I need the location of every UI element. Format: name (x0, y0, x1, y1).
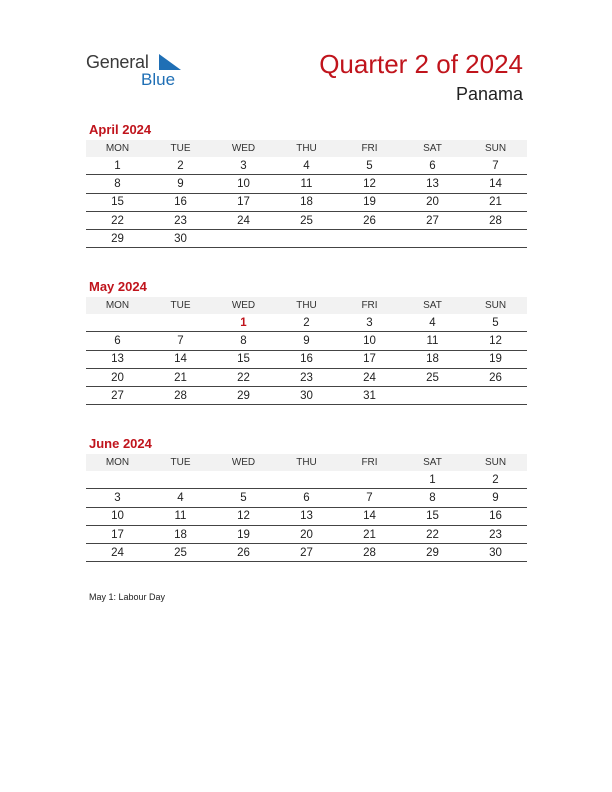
weekday-header: TUE (149, 140, 212, 157)
day-cell: 24 (212, 211, 275, 229)
day-cell (464, 387, 527, 405)
day-cell: 16 (275, 350, 338, 368)
week-row (86, 471, 527, 489)
day-cell: 18 (275, 193, 338, 211)
day-cell (401, 387, 464, 405)
week-row (86, 489, 527, 507)
day-cell: 14 (338, 507, 401, 525)
day-cell: 6 (401, 157, 464, 175)
week-row (86, 350, 527, 368)
day-cell: 30 (149, 230, 212, 248)
day-cell: 14 (464, 175, 527, 193)
weekday-header: SAT (401, 297, 464, 314)
week-row (86, 175, 527, 193)
logo-text-general: General (86, 52, 149, 72)
day-cell: 1 (401, 471, 464, 489)
page-title: Quarter 2 of 2024 (319, 49, 523, 79)
calendar-table (86, 140, 527, 248)
day-cell: 12 (464, 332, 527, 350)
day-cell: 14 (149, 350, 212, 368)
day-cell: 3 (86, 489, 149, 507)
day-cell: 30 (275, 387, 338, 405)
day-cell (86, 471, 149, 489)
day-cell: 12 (338, 175, 401, 193)
day-cell: 5 (464, 314, 527, 332)
day-cell: 10 (212, 175, 275, 193)
day-cell: 6 (86, 332, 149, 350)
day-cell: 25 (275, 211, 338, 229)
weekday-header: THU (275, 297, 338, 314)
weekday-header: FRI (338, 454, 401, 471)
day-cell: 22 (212, 368, 275, 386)
day-cell: 3 (338, 314, 401, 332)
day-cell (275, 471, 338, 489)
day-cell: 15 (212, 350, 275, 368)
day-cell: 22 (401, 525, 464, 543)
day-cell: 7 (464, 157, 527, 175)
day-cell: 5 (212, 489, 275, 507)
day-cell: 22 (86, 211, 149, 229)
weekday-header-row (86, 140, 527, 157)
day-cell: 1 (212, 314, 275, 332)
day-cell: 19 (212, 525, 275, 543)
day-cell: 26 (338, 211, 401, 229)
day-cell: 29 (86, 230, 149, 248)
day-cell: 10 (86, 507, 149, 525)
weekday-header: SUN (464, 140, 527, 157)
day-cell: 4 (401, 314, 464, 332)
weekday-header: WED (212, 454, 275, 471)
weekday-header: FRI (338, 297, 401, 314)
day-cell: 11 (149, 507, 212, 525)
weekday-header: TUE (149, 297, 212, 314)
day-cell: 23 (275, 368, 338, 386)
day-cell: 8 (86, 175, 149, 193)
day-cell: 24 (338, 368, 401, 386)
day-cell (275, 230, 338, 248)
day-cell: 21 (338, 525, 401, 543)
weekday-header: THU (275, 454, 338, 471)
day-cell (464, 230, 527, 248)
day-cell: 25 (401, 368, 464, 386)
day-cell (212, 230, 275, 248)
weekday-header-row (86, 454, 527, 471)
day-cell: 19 (464, 350, 527, 368)
day-cell (338, 471, 401, 489)
day-cell: 29 (401, 544, 464, 562)
day-cell: 31 (338, 387, 401, 405)
day-cell: 10 (338, 332, 401, 350)
day-cell: 18 (401, 350, 464, 368)
day-cell: 28 (338, 544, 401, 562)
logo-text-blue: Blue (141, 70, 176, 89)
day-cell: 4 (275, 157, 338, 175)
day-cell: 21 (464, 193, 527, 211)
day-cell (401, 230, 464, 248)
day-cell (149, 471, 212, 489)
day-cell (86, 314, 149, 332)
weekday-header: SUN (464, 297, 527, 314)
month-block-may (86, 279, 527, 405)
logo-triangle-icon (159, 54, 181, 70)
day-cell: 27 (401, 211, 464, 229)
day-cell: 20 (86, 368, 149, 386)
day-cell: 11 (275, 175, 338, 193)
weekday-header: TUE (149, 454, 212, 471)
day-cell (149, 314, 212, 332)
day-cell: 12 (212, 507, 275, 525)
day-cell: 28 (149, 387, 212, 405)
month-title: June 2024 (89, 436, 152, 451)
week-row (86, 193, 527, 211)
day-cell: 16 (464, 507, 527, 525)
weekday-header-row (86, 297, 527, 314)
day-cell (212, 471, 275, 489)
day-cell: 8 (401, 489, 464, 507)
week-row (86, 387, 527, 405)
week-row (86, 211, 527, 229)
day-cell: 7 (338, 489, 401, 507)
country-name: Panama (455, 84, 523, 104)
week-row (86, 507, 527, 525)
day-cell: 6 (275, 489, 338, 507)
day-cell: 15 (86, 193, 149, 211)
day-cell: 9 (149, 175, 212, 193)
holiday-note: May 1: Labour Day (89, 592, 166, 602)
calendar-table (86, 454, 527, 562)
weekday-header: WED (212, 140, 275, 157)
day-cell: 1 (86, 157, 149, 175)
weekday-header: SAT (401, 454, 464, 471)
week-row (86, 314, 527, 332)
weekday-header: FRI (338, 140, 401, 157)
day-cell: 30 (464, 544, 527, 562)
day-cell: 26 (464, 368, 527, 386)
day-cell: 24 (86, 544, 149, 562)
month-block-june (86, 436, 527, 562)
day-cell: 27 (86, 387, 149, 405)
day-cell: 13 (275, 507, 338, 525)
weekday-header: SUN (464, 454, 527, 471)
week-row (86, 368, 527, 386)
week-row (86, 157, 527, 175)
weekday-header: MON (86, 297, 149, 314)
week-row (86, 544, 527, 562)
day-cell: 4 (149, 489, 212, 507)
day-cell: 13 (86, 350, 149, 368)
day-cell: 2 (149, 157, 212, 175)
day-cell: 19 (338, 193, 401, 211)
day-cell: 17 (212, 193, 275, 211)
calendar-table (86, 297, 527, 405)
weekday-header: THU (275, 140, 338, 157)
day-cell: 7 (149, 332, 212, 350)
week-row (86, 525, 527, 543)
weekday-header: SAT (401, 140, 464, 157)
day-cell: 20 (275, 525, 338, 543)
day-cell: 17 (338, 350, 401, 368)
week-row (86, 332, 527, 350)
day-cell: 23 (464, 525, 527, 543)
week-row (86, 230, 527, 248)
day-cell (338, 230, 401, 248)
day-cell: 17 (86, 525, 149, 543)
day-cell: 3 (212, 157, 275, 175)
day-cell: 23 (149, 211, 212, 229)
day-cell: 13 (401, 175, 464, 193)
day-cell: 29 (212, 387, 275, 405)
month-title: April 2024 (89, 122, 152, 137)
day-cell: 8 (212, 332, 275, 350)
day-cell: 2 (464, 471, 527, 489)
day-cell: 9 (275, 332, 338, 350)
day-cell: 20 (401, 193, 464, 211)
day-cell: 5 (338, 157, 401, 175)
day-cell: 21 (149, 368, 212, 386)
day-cell: 27 (275, 544, 338, 562)
weekday-header: WED (212, 297, 275, 314)
month-title: May 2024 (89, 279, 147, 294)
day-cell: 11 (401, 332, 464, 350)
day-cell: 18 (149, 525, 212, 543)
day-cell: 26 (212, 544, 275, 562)
day-cell: 9 (464, 489, 527, 507)
weekday-header: MON (86, 140, 149, 157)
day-cell: 16 (149, 193, 212, 211)
brand-logo (86, 52, 186, 92)
weekday-header: MON (86, 454, 149, 471)
day-cell: 2 (275, 314, 338, 332)
month-block-april (86, 122, 527, 248)
day-cell: 28 (464, 211, 527, 229)
day-cell: 25 (149, 544, 212, 562)
day-cell: 15 (401, 507, 464, 525)
